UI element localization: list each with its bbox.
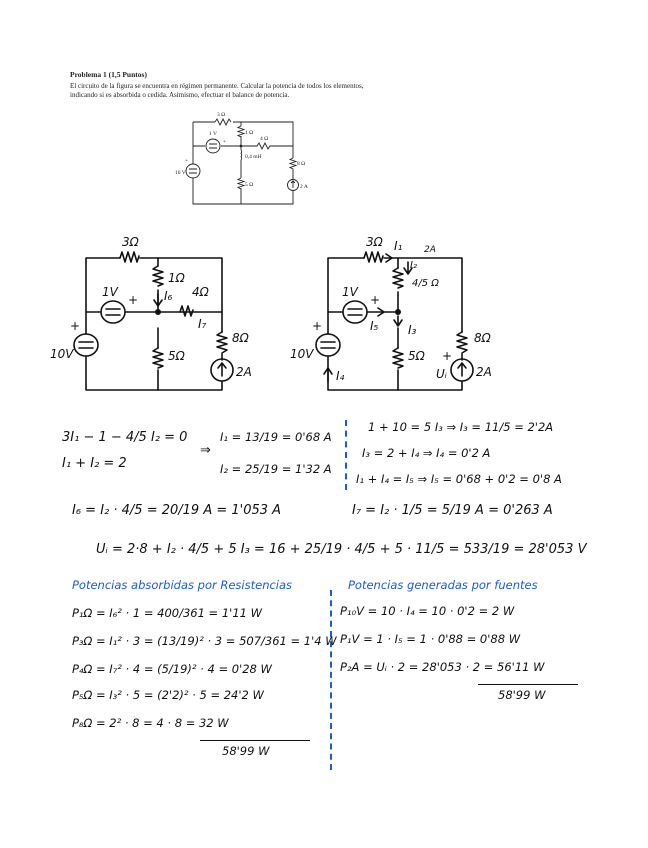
sr-1v: 1V [342,285,358,299]
sr-i4: I₄ [336,369,345,383]
sl-2a: 2A [236,365,252,379]
pc-label-1v: 1 V [209,131,217,137]
sr-i5: I₅ [370,319,379,333]
power-1ohm: P₁Ω = I₆² · 1 = 400/361 = 1'11 W [72,606,262,620]
sr-3ohm: 3Ω [366,235,383,249]
equation-i4: I₃ = 2 + I₄ ⇒ I₄ = 0'2 A [362,446,491,460]
power-5ohm: P₅Ω = I₃² · 5 = (2'2)² · 5 = 24'2 W [72,688,264,702]
problem-line-2: indicando si es absorbida o cedida. Asimismo, efectuar el balance de potencia. [70,91,290,99]
sr-plus-ui: + [442,349,453,363]
equation-kvl: 3I₁ − 1 − 4/5 I₂ = 0 [62,430,188,445]
pc-label-5ohm: 5 Ω [245,182,254,188]
power-2a: P₂A = Uᵢ · 2 = 28'053 · 2 = 56'11 W [340,660,545,674]
absorbed-sum-line [200,740,310,741]
pc-plus-1v: + [223,139,227,145]
sr-i2: I₂ [410,260,417,271]
power-1v: P₁V = 1 · I₅ = 1 · 0'88 = 0'88 W [340,632,521,646]
sr-plus-1v: + [370,293,381,307]
problem-title: Problema 1 (1,5 Puntos) [70,70,147,79]
pc-label-4ohm: 4 Ω [260,136,269,142]
printed-circuit-diagram [175,108,308,206]
pc-label-10v: 10 V [175,170,186,176]
generated-sum-line [478,684,578,685]
sl-1ohm: 1Ω [168,271,185,285]
sr-i3: I₃ [408,323,417,337]
sl-10v: 10V [50,347,74,361]
pc-label-3ohm: 3 Ω [217,112,226,118]
sl-4ohm: 4Ω [192,285,209,299]
sr-i1: I₁ [394,239,403,253]
generated-total: 58'99 W [498,688,546,702]
equation-i5: I₁ + I₄ = I₅ ⇒ I₅ = 0'68 + 0'2 = 0'8 A [356,472,562,486]
sl-plus-10v: + [70,319,81,333]
equation-i3: 1 + 10 = 5 I₃ ⇒ I₃ = 11/5 = 2'2A [368,420,554,434]
generated-heading: Potencias generadas por fuentes [348,578,538,592]
sr-8ohm: 8Ω [474,331,491,345]
absorbed-heading: Potencias absorbidas por Resistencias [72,578,293,592]
pc-label-8ohm: 8 Ω [297,161,306,167]
equation-ui: Uᵢ = 2·8 + I₂ · 4/5 + 5 I₃ = 16 + 25/19 · 4/5 + 5 · 11/5 = 533/19 = 28'053 V [96,542,587,557]
equation-i6: I₆ = I₂ · 4/5 = 20/19 A = 1'053 A [72,503,282,518]
solution-i2: I₂ = 25/19 = 1'32 A [220,462,332,476]
sr-ui: Uᵢ [436,367,447,381]
power-4ohm: P₄Ω = I₇² · 4 = (5/19)² · 4 = 0'28 W [72,662,272,676]
power-3ohm: P₃Ω = I₁² · 3 = (13/19)² · 3 = 507/361 = 1'4 W [72,634,337,648]
problem-line-1: El circuito de la figura se encuentra en régimen permanente. Calcular la potencia de todos los elementos, [70,82,364,90]
power-10v: P₁₀V = 10 · I₄ = 10 · 0'2 = 2 W [340,604,515,618]
sl-5ohm: 5Ω [168,349,185,363]
sl-3ohm: 3Ω [122,235,139,249]
sr-5ohm: 5Ω [408,349,425,363]
sl-8ohm: 8Ω [232,331,249,345]
sr-plus-10v: + [312,319,323,333]
equation-arrow: ⇒ [200,443,211,458]
sketch-circuit-right [286,232,516,392]
sr-10v: 10V [290,347,314,361]
sr-frac: 4/5 Ω [412,278,439,289]
sl-1v: 1V [102,285,118,299]
equations-divider [345,420,347,490]
sr-2a-top: 2A [424,245,436,255]
pc-label-inductor: 0,4 mH [245,154,262,160]
pc-label-2a: 2 A [300,184,308,190]
sr-2a-bottom: 2A [476,365,492,379]
equation-i7: I₇ = I₂ · 1/5 = 5/19 A = 0'263 A [352,503,553,518]
power-8ohm: P₈Ω = 2² · 8 = 4 · 8 = 32 W [72,716,229,730]
absorbed-total: 58'99 W [222,744,270,758]
pc-plus-10v: + [185,158,189,164]
equation-kcl: I₁ + I₂ = 2 [62,456,127,471]
solution-i1: I₁ = 13/19 = 0'68 A [220,430,332,444]
sketch-circuit-left [48,232,288,392]
sl-i7: I₇ [198,317,207,331]
sl-plus-1v: + [128,293,139,307]
power-divider [330,590,332,770]
pc-label-1ohm: 1 Ω [245,130,254,136]
sl-i6: I₆ [164,289,173,303]
problem-statement [70,82,470,100]
